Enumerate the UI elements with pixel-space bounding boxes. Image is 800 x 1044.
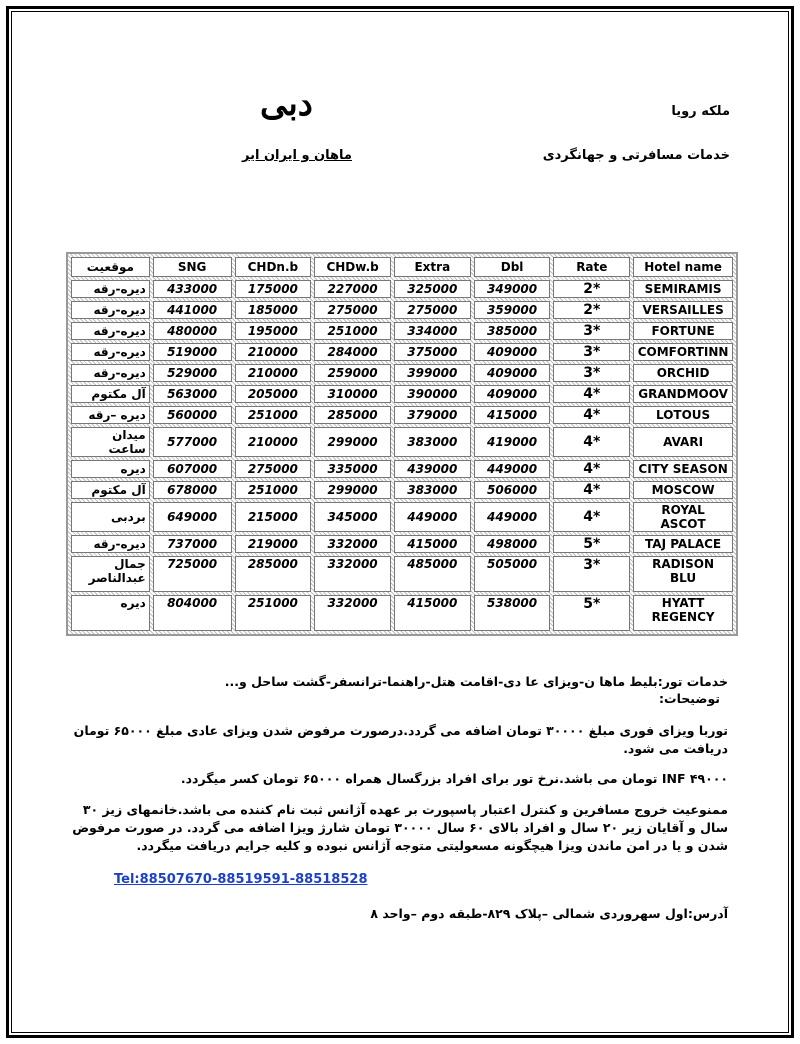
table-row xyxy=(71,460,733,478)
hotel-name-cell: FORTUNE xyxy=(633,322,733,340)
location-cell: دیره xyxy=(71,595,150,631)
rate-cell: 4* xyxy=(553,427,630,457)
table-row xyxy=(71,535,733,553)
location-cell: دیره-رقه xyxy=(71,364,150,382)
extra-cell: 325000 xyxy=(394,280,471,298)
chdwb-cell: 284000 xyxy=(314,343,391,361)
company-name: ملکه رویا xyxy=(671,104,730,119)
chdnb-cell: 210000 xyxy=(235,427,312,457)
sng-cell: 480000 xyxy=(153,322,232,340)
table-row xyxy=(71,364,733,382)
rate-cell: 4* xyxy=(553,481,630,499)
chdwb-cell: 299000 xyxy=(314,481,391,499)
dbl-cell: 449000 xyxy=(474,460,551,478)
extra-cell: 375000 xyxy=(394,343,471,361)
dbl-cell: 409000 xyxy=(474,343,551,361)
chdwb-cell: 332000 xyxy=(314,595,391,631)
chdnb-cell: 251000 xyxy=(235,406,312,424)
sng-cell: 725000 xyxy=(153,556,232,592)
location-cell: دیره-رقه xyxy=(71,343,150,361)
extra-cell: 275000 xyxy=(394,301,471,319)
sng-cell: 649000 xyxy=(153,502,232,532)
chdnb-cell: 205000 xyxy=(235,385,312,403)
chdnb-cell: 251000 xyxy=(235,481,312,499)
chdwb-cell: 251000 xyxy=(314,322,391,340)
table-row xyxy=(71,322,733,340)
inf-note: INF ۴۹۰۰۰ تومان می باشد.نرخ تور برای افراد بزرگسال همراه ۶۵۰۰۰ تومان کسر میگردد. xyxy=(180,771,728,786)
extra-cell: 390000 xyxy=(394,385,471,403)
table-row xyxy=(71,385,733,403)
rate-cell: 3* xyxy=(553,364,630,382)
hotel-name-cell: VERSAILLES xyxy=(633,301,733,319)
rate-cell: 4* xyxy=(553,460,630,478)
dbl-cell: 385000 xyxy=(474,322,551,340)
sng-cell: 577000 xyxy=(153,427,232,457)
location-cell: دیره –رقه xyxy=(71,406,150,424)
extra-cell: 379000 xyxy=(394,406,471,424)
table-row xyxy=(71,343,733,361)
services-subtitle: خدمات مسافرتی و جهانگردی xyxy=(542,148,730,163)
address: آدرس:اول سهروردی شمالی –پلاک ۸۲۹-طبقه دوم –واحد ۸ xyxy=(370,906,728,921)
extra-cell: 383000 xyxy=(394,427,471,457)
table-row xyxy=(71,595,733,631)
header-extra: Extra xyxy=(394,257,471,277)
sng-cell: 563000 xyxy=(153,385,232,403)
sng-cell: 441000 xyxy=(153,301,232,319)
chdnb-cell: 175000 xyxy=(235,280,312,298)
location-cell: دیره-رقه xyxy=(71,301,150,319)
chdwb-cell: 332000 xyxy=(314,556,391,592)
hotel-name-cell: ORCHID xyxy=(633,364,733,382)
hotel-name-cell: HYATT REGENCY xyxy=(633,595,733,631)
phone-link[interactable]: Tel:88507670-88519591-88518528 xyxy=(114,872,368,887)
sng-cell: 804000 xyxy=(153,595,232,631)
sng-cell: 529000 xyxy=(153,364,232,382)
dbl-cell: 449000 xyxy=(474,502,551,532)
dbl-cell: 409000 xyxy=(474,364,551,382)
table-row xyxy=(71,481,733,499)
location-cell: آل مکتوم xyxy=(71,385,150,403)
extra-cell: 439000 xyxy=(394,460,471,478)
sng-cell: 433000 xyxy=(153,280,232,298)
rate-cell: 3* xyxy=(553,343,630,361)
hotel-name-cell: LOTOUS xyxy=(633,406,733,424)
hotel-name-cell: COMFORTINN xyxy=(633,343,733,361)
chdnb-cell: 185000 xyxy=(235,301,312,319)
extra-cell: 383000 xyxy=(394,481,471,499)
chdwb-cell: 259000 xyxy=(314,364,391,382)
dbl-cell: 409000 xyxy=(474,385,551,403)
rate-cell: 5* xyxy=(553,535,630,553)
location-cell: میدان ساعت xyxy=(71,427,150,457)
dbl-cell: 506000 xyxy=(474,481,551,499)
sng-cell: 678000 xyxy=(153,481,232,499)
dbl-cell: 505000 xyxy=(474,556,551,592)
extra-cell: 415000 xyxy=(394,535,471,553)
extra-cell: 449000 xyxy=(394,502,471,532)
location-cell: دیره-رقه xyxy=(71,280,150,298)
hotel-name-cell: TAJ PALACE xyxy=(633,535,733,553)
chdnb-cell: 219000 xyxy=(235,535,312,553)
location-cell: دیره xyxy=(71,460,150,478)
rate-cell: 4* xyxy=(553,406,630,424)
table-row xyxy=(71,502,733,532)
table-row xyxy=(71,280,733,298)
location-cell: آل مکتوم xyxy=(71,481,150,499)
rate-cell: 5* xyxy=(553,595,630,631)
table-header-row xyxy=(71,257,733,277)
sng-cell: 560000 xyxy=(153,406,232,424)
terms-note: ممنوعیت خروج مسافرین و کنترل اعتبار پاسپورت بر عهده آژانس ثبت نام کننده می باشد.خانمهای زیز ۳۰ سال و آقایان زیر ۲۰ سال و افراد بالای ۶۰ سال ۳۰۰۰۰ تومان شارژ ویزا اضافه می گردد. در صورت مرفوض شدن و یا در امن ماندن ویزا هیچگونه مسعولیتی متوجه آژانس نبوده و کلیه جرایم دریافت میگردد. xyxy=(72,802,728,853)
header-hotel-name: Hotel name xyxy=(633,257,733,277)
chdnb-cell: 285000 xyxy=(235,556,312,592)
chdnb-cell: 210000 xyxy=(235,343,312,361)
extra-cell: 334000 xyxy=(394,322,471,340)
chdwb-cell: 299000 xyxy=(314,427,391,457)
hotel-name-cell: CITY SEASON xyxy=(633,460,733,478)
header-chdwb: CHDw.b xyxy=(314,257,391,277)
hotel-price-table xyxy=(66,252,738,636)
table-row xyxy=(71,556,733,592)
chdwb-cell: 310000 xyxy=(314,385,391,403)
chdnb-cell: 195000 xyxy=(235,322,312,340)
chdwb-cell: 275000 xyxy=(314,301,391,319)
dbl-cell: 419000 xyxy=(474,427,551,457)
extra-cell: 485000 xyxy=(394,556,471,592)
table-row xyxy=(71,427,733,457)
table-row xyxy=(71,406,733,424)
rate-cell: 3* xyxy=(553,322,630,340)
location-cell: دیره-رقه xyxy=(71,535,150,553)
sng-cell: 737000 xyxy=(153,535,232,553)
chdnb-cell: 210000 xyxy=(235,364,312,382)
dbl-cell: 349000 xyxy=(474,280,551,298)
chdwb-cell: 332000 xyxy=(314,535,391,553)
hotel-name-cell: ROYAL ASCOT xyxy=(633,502,733,532)
hotel-name-cell: AVARI xyxy=(633,427,733,457)
hotel-name-cell: SEMIRAMIS xyxy=(633,280,733,298)
table-row xyxy=(71,301,733,319)
dbl-cell: 538000 xyxy=(474,595,551,631)
rate-cell: 4* xyxy=(553,502,630,532)
rate-cell: 2* xyxy=(553,280,630,298)
header-dbl: Dbl xyxy=(474,257,551,277)
header-rate: Rate xyxy=(553,257,630,277)
rate-cell: 4* xyxy=(553,385,630,403)
chdnb-cell: 251000 xyxy=(235,595,312,631)
chdwb-cell: 345000 xyxy=(314,502,391,532)
sng-cell: 607000 xyxy=(153,460,232,478)
sng-cell: 519000 xyxy=(153,343,232,361)
chdwb-cell: 335000 xyxy=(314,460,391,478)
extra-cell: 415000 xyxy=(394,595,471,631)
location-cell: بردبی xyxy=(71,502,150,532)
chdnb-cell: 215000 xyxy=(235,502,312,532)
dbl-cell: 359000 xyxy=(474,301,551,319)
chdwb-cell: 285000 xyxy=(314,406,391,424)
rate-cell: 3* xyxy=(553,556,630,592)
hotel-name-cell: GRANDMOOV xyxy=(633,385,733,403)
visa-note: توربا ویزای فوری مبلغ ۳۰۰۰۰ تومان اضافه می گردد.درصورت مرفوض شدن ویزای عادی مبلغ ۶۵۰۰۰ تومان دریافت می شود. xyxy=(73,723,728,756)
airlines-label: ماهان و ایران ایر xyxy=(242,148,352,163)
destination-title: دبی xyxy=(260,84,313,124)
dbl-cell: 415000 xyxy=(474,406,551,424)
extra-cell: 399000 xyxy=(394,364,471,382)
header-chdnb: CHDn.b xyxy=(235,257,312,277)
description-title: توضیحات: xyxy=(659,691,720,706)
location-cell: جمال عبدالناصر xyxy=(71,556,150,592)
chdnb-cell: 275000 xyxy=(235,460,312,478)
hotel-name-cell: RADISON BLU xyxy=(633,556,733,592)
location-cell: دیره-رقه xyxy=(71,322,150,340)
dbl-cell: 498000 xyxy=(474,535,551,553)
chdwb-cell: 227000 xyxy=(314,280,391,298)
header-location: موقعیت xyxy=(71,257,150,277)
hotel-name-cell: MOSCOW xyxy=(633,481,733,499)
tour-services: خدمات تور:بلیط ماها ن-ویزای عا دی-اقامت هتل-راهنما-ترانسفر-گشت ساحل و... xyxy=(224,674,728,689)
rate-cell: 2* xyxy=(553,301,630,319)
header-sng: SNG xyxy=(153,257,232,277)
